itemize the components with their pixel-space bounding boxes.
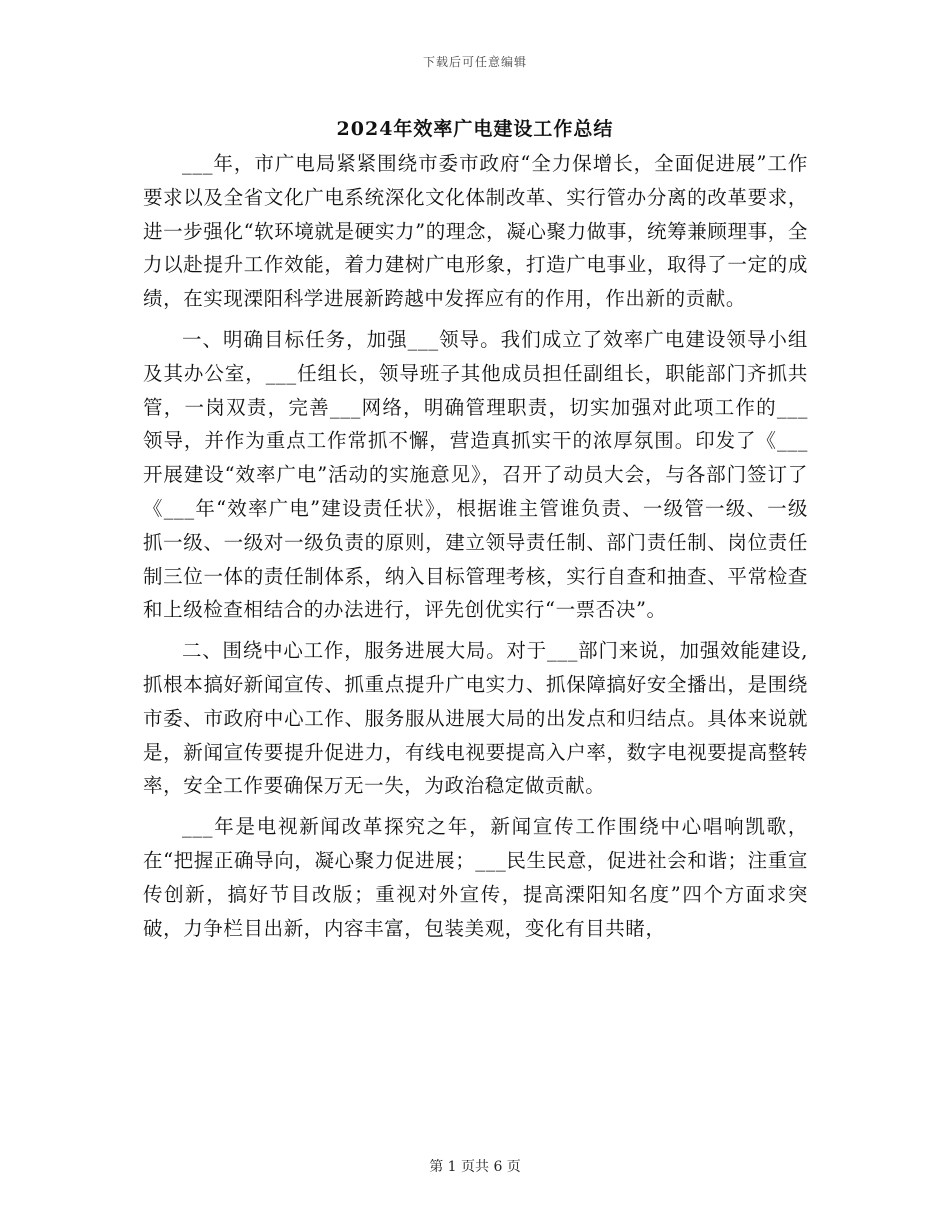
paragraph: 二、围绕中心工作，服务进展大局。对于___部门来说，加强效能建设,抓根本搞好新闻宣传、抓重点提升广电实力、抓保障搞好安全播出，是围绕市委、市政府中心工作、服务服从进展大局的出发点和归结点。具体来说就是，新闻宣传要提升促进力，有线电视要提高入户率，数字电视要提高整转率，安全工作要确保万无一失，为政治稳定做贡献。 xyxy=(143,639,808,798)
document-title: 2024年效率广电建设工作总结 xyxy=(336,118,614,140)
header-note: 下载后可任意编辑 xyxy=(422,55,527,69)
page-number: 第 1 页共 6 页 xyxy=(429,1159,521,1175)
paragraph: ___年，市广电局紧紧围绕市委市政府“全力保增长，全面促进展”工作要求以及全省文化广电系统深化文化体制改革、实行管办分离的改革要求，进一步强化“软环境就是硬实力”的理念，凝心聚力做事，统筹兼顾理事，全力以赴提升工作效能，着力建树广电形象，打造广电事业，取得了一定的成绩，在实现溧阳科学进展新跨越中发挥应有的作用，作出新的贡献。 xyxy=(143,152,808,311)
document-body xyxy=(143,147,808,952)
paragraph: 一、明确目标任务，加强___领导。我们成立了效率广电建设领导小组及其办公室，___任组长，领导班子其他成员担任副组长，职能部门齐抓共管，一岗双责，完善___网络，明确管理职责，切实加强对此项工作的___领导，并作为重点工作常抓不懈，营造真抓实干的浓厚氛围。印发了《___开展建设“效率广电”活动的实施意见》，召开了动员大会，与各部门签订了《___年“效率广电”建设责任状》，根据谁主管谁负责、一级管一级、一级抓一级、一级对一级负责的原则，建立领导责任制、部门责任制、岗位责任制三位一体的责任制体系，纳入目标管理考核，实行自查和抽查、平常检查和上级检查相结合的办法进行，评先创优实行“一票否决”。 xyxy=(143,327,808,622)
paragraph: ___年是电视新闻改革探究之年，新闻宣传工作围绕中心唱响凯歌，在“把握正确导向，凝心聚力促进展；___民生民意，促进社会和谐；注重宣传创新，搞好节目改版；重视对外宣传，提高溧阳知名度”四个方面求突破，力争栏目出新，内容丰富，包装美观，变化有目共睹， xyxy=(143,815,808,940)
